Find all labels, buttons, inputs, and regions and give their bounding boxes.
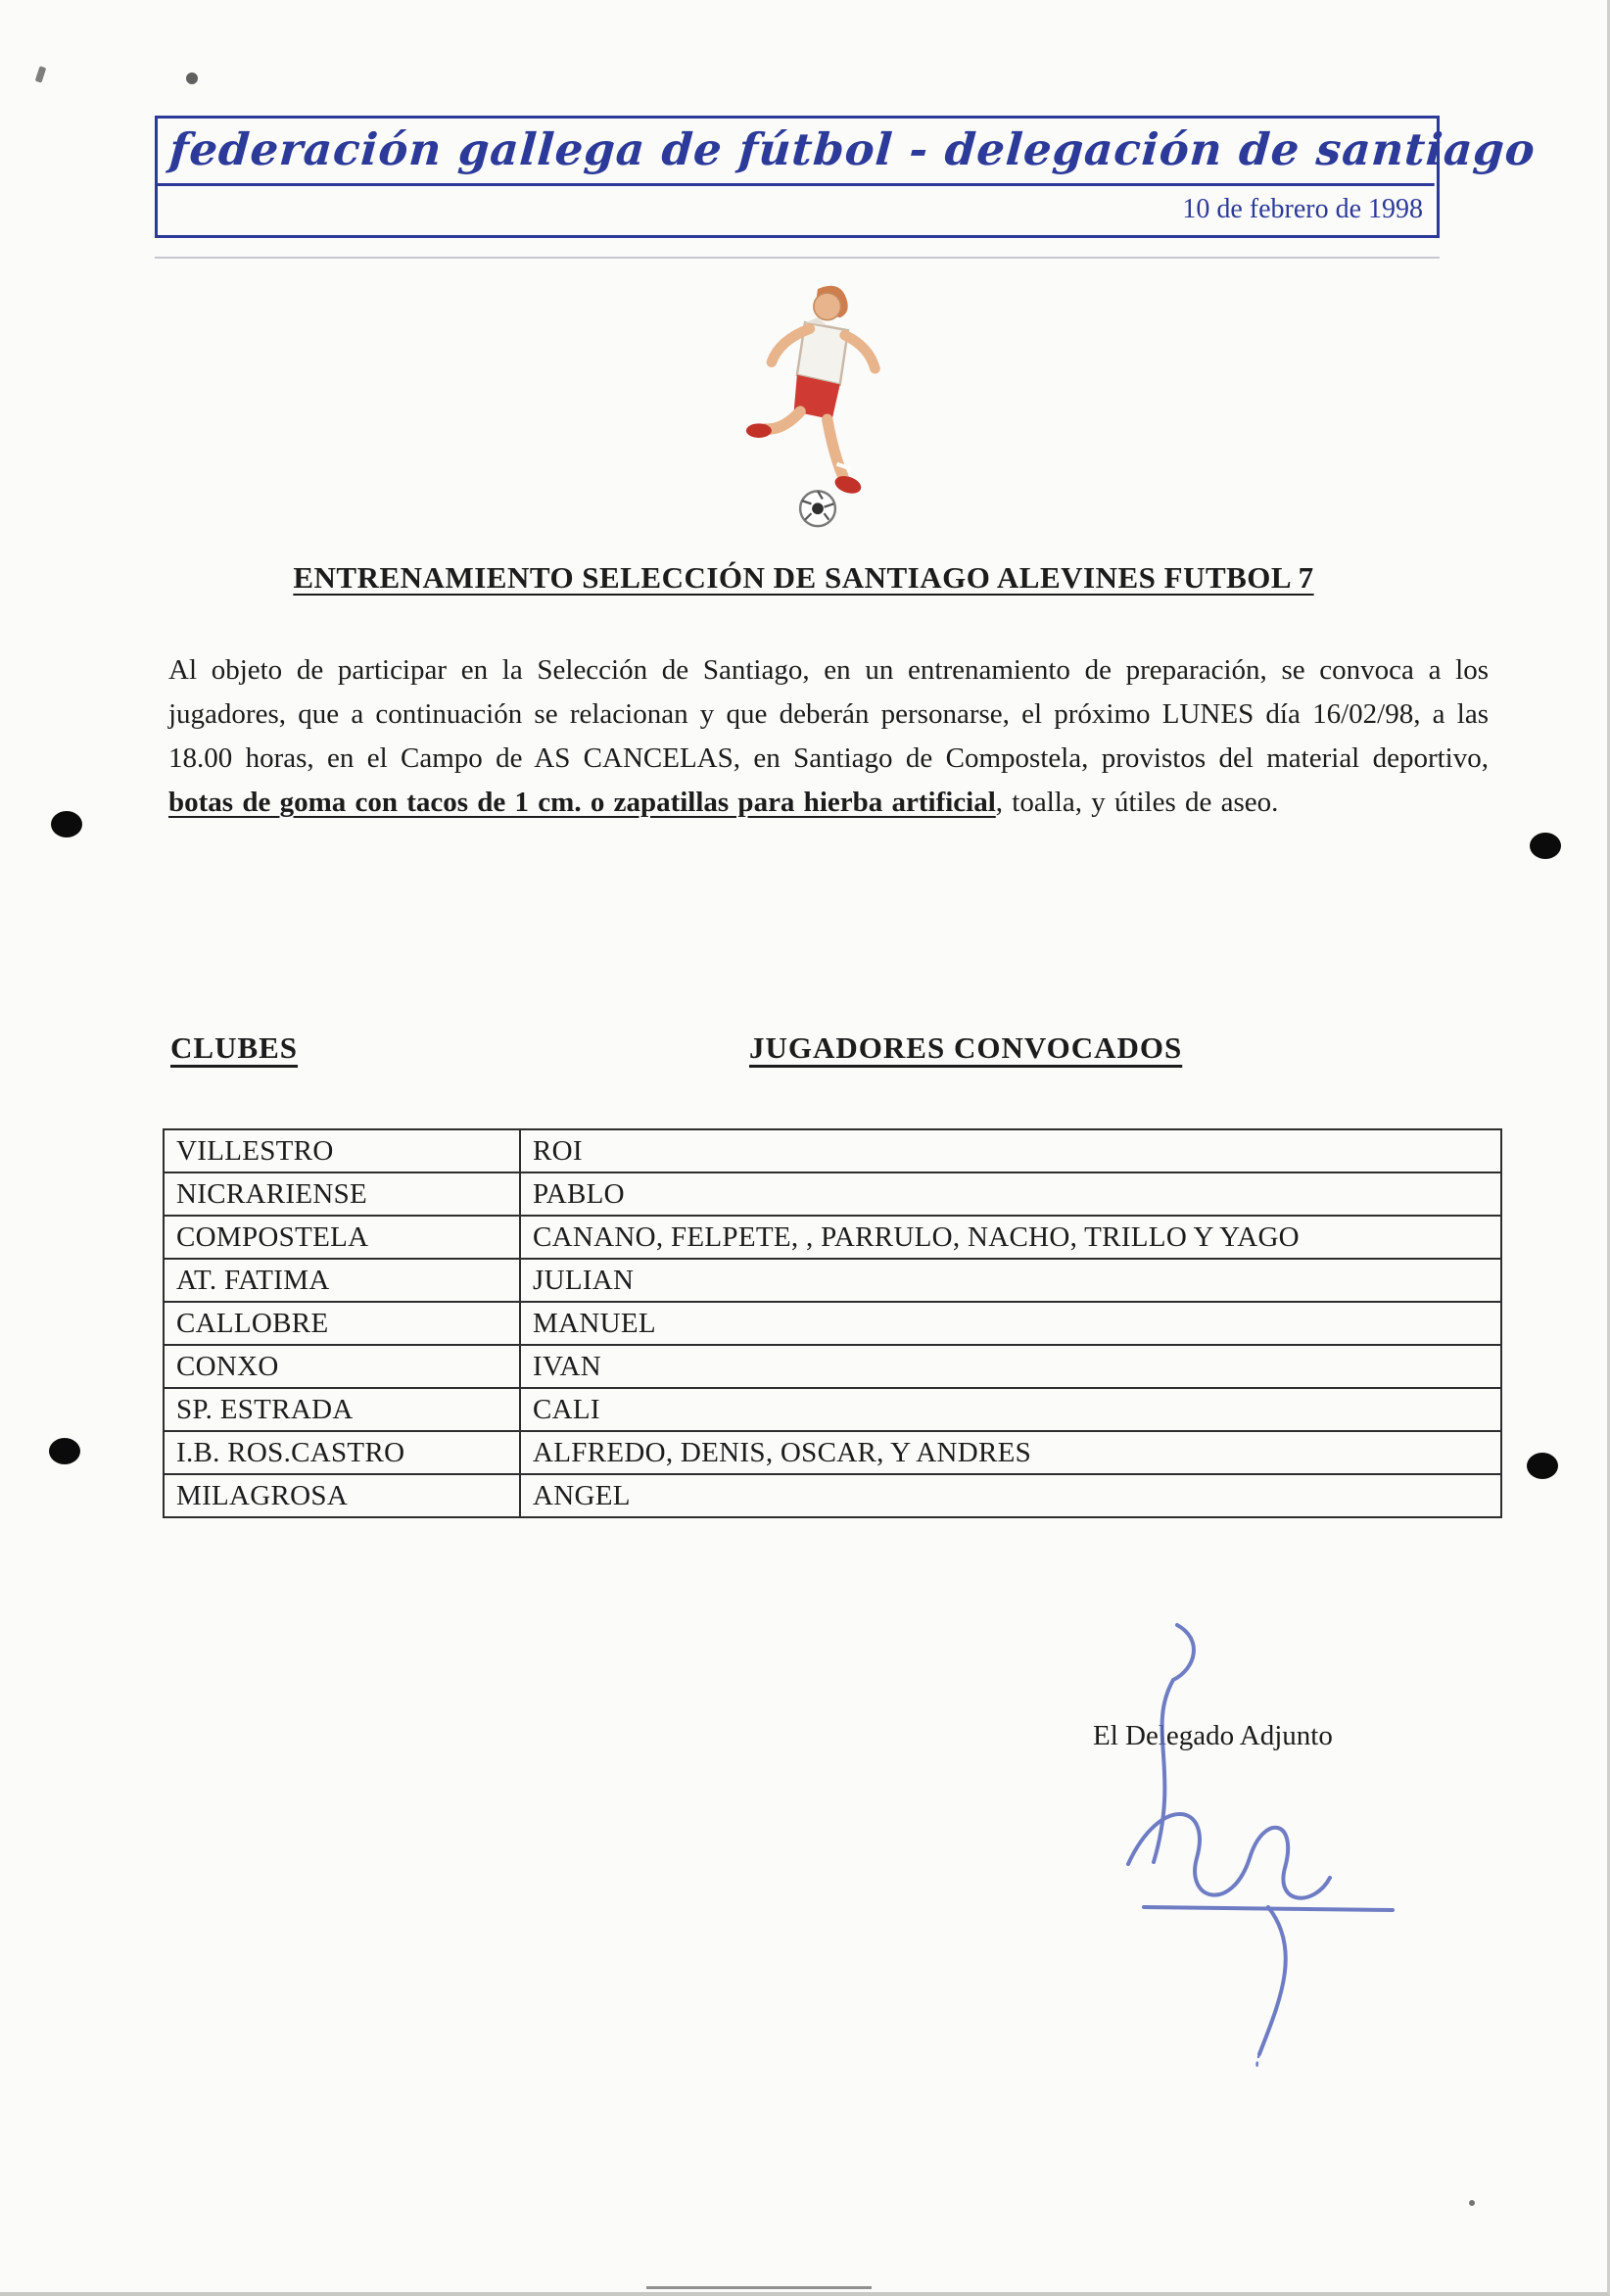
club-cell: I.B. ROS.CASTRO — [164, 1431, 520, 1474]
document-title-text: ENTRENAMIENTO SELECCIÓN DE SANTIAGO ALEVINES FUTBOL 7 — [293, 560, 1314, 595]
document-title — [0, 560, 1607, 596]
body-paragraph — [168, 648, 1489, 825]
club-cell: AT. FATIMA — [164, 1259, 520, 1302]
scan-artifact — [186, 72, 198, 84]
table-row — [164, 1129, 1501, 1172]
footballer-illustration — [720, 276, 916, 531]
players-cell: ANGEL — [520, 1474, 1501, 1517]
roster-table — [163, 1128, 1502, 1518]
federation-brand-script: federación gallega de fútbol - delegación de santiago — [156, 119, 1440, 186]
players-text: CANANO, FELPETE, , PARRULO, NACHO, TRILLO Y YAGO — [533, 1221, 1300, 1253]
club-cell: COMPOSTELA — [164, 1216, 520, 1259]
players-cell: CALI — [520, 1388, 1501, 1431]
club-cell: SP. ESTRADA — [164, 1388, 520, 1431]
handwritten-signature — [1067, 1611, 1420, 2072]
hole-punch — [51, 811, 82, 837]
players-cell: ROI — [520, 1129, 1501, 1172]
table-row — [164, 1302, 1501, 1345]
table-row — [164, 1259, 1501, 1302]
letterhead — [155, 116, 1538, 238]
club-cell: CALLOBRE — [164, 1302, 520, 1345]
table-row — [164, 1216, 1501, 1259]
scan-artifact — [35, 66, 47, 82]
players-cell — [520, 1216, 1501, 1259]
club-cell: NICRARIENSE — [164, 1172, 520, 1216]
table-row — [164, 1388, 1501, 1431]
scan-artifact — [646, 2286, 872, 2289]
players-cell: MANUEL — [520, 1302, 1501, 1345]
paragraph-part-3: , toalla, y útiles de aseo. — [995, 786, 1279, 818]
letterhead-rule — [155, 257, 1440, 259]
clubs-heading: CLUBES — [170, 1030, 299, 1065]
signature-label: El Delegado Adjunto — [1093, 1720, 1333, 1751]
hole-punch — [1527, 1453, 1558, 1479]
players-cell: ALFREDO, DENIS, OSCAR, Y ANDRES — [520, 1431, 1501, 1474]
table-row — [164, 1172, 1501, 1216]
letterhead-date: 10 de febrero de 1998 — [1182, 193, 1423, 224]
signature-ink-icon — [1067, 1611, 1420, 2072]
table-row — [164, 1345, 1501, 1388]
club-cell: MILAGROSA — [164, 1474, 520, 1517]
hole-punch — [1530, 833, 1561, 859]
club-cell: CONXO — [164, 1345, 520, 1388]
table-row — [164, 1431, 1501, 1474]
paragraph-part-bold: botas de goma con tacos de 1 cm. o zapatillas para hierba artificial — [168, 786, 996, 818]
scan-artifact — [1469, 2200, 1475, 2206]
hole-punch — [49, 1438, 80, 1464]
table-row — [164, 1474, 1501, 1517]
players-cell: JULIAN — [520, 1259, 1501, 1302]
paragraph-part-1: Al objeto de participar en la Selección de Santiago, en un entrenamiento de preparación, se convoca a los jugadores, que a continuación se relacionan y que deberán personarse, el próximo LUNES día 16/02/98, a las 18.00 horas, en el Campo de AS CANCELAS, en Santiago de Compostela, provistos del material deportivo, — [168, 654, 1489, 774]
players-cell: IVAN — [520, 1345, 1501, 1388]
club-cell: VILLESTRO — [164, 1129, 520, 1172]
players-heading: JUGADORES CONVOCADOS — [749, 1030, 1183, 1065]
players-cell: PABLO — [520, 1172, 1501, 1216]
footballer-icon — [720, 276, 916, 531]
